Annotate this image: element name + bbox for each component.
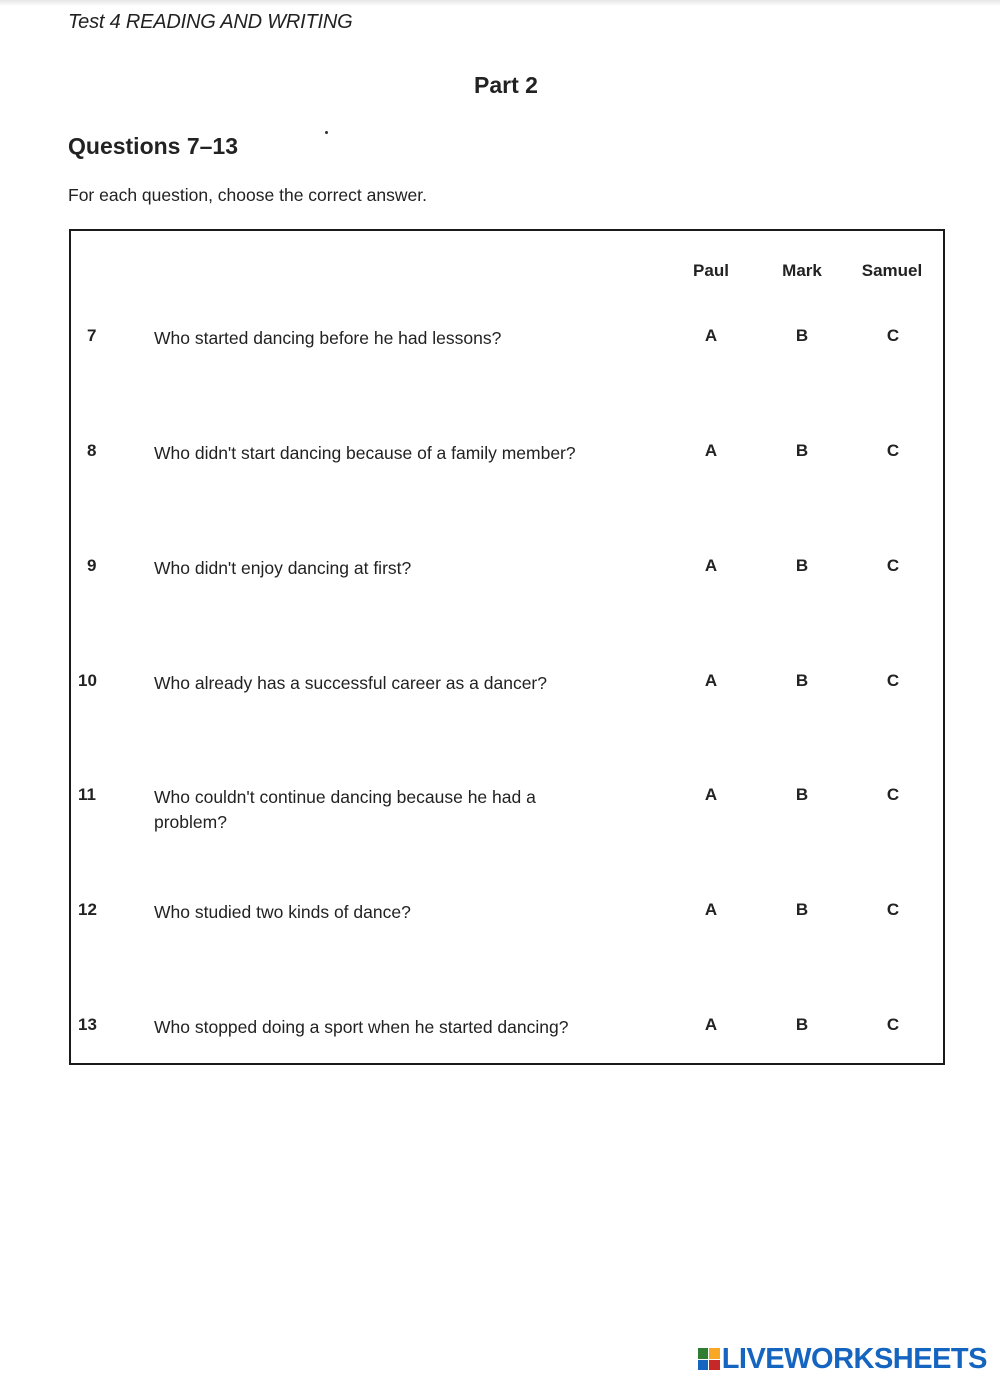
option-c[interactable]: C bbox=[886, 326, 900, 345]
question-text: Who couldn't continue dancing because he had a problem? bbox=[154, 787, 536, 832]
question-text: Who stopped doing a sport when he started dancing? bbox=[154, 1017, 569, 1037]
column-header-samuel: Samuel bbox=[861, 261, 923, 280]
liveworksheets-logo-icon bbox=[698, 1348, 720, 1370]
question-number: 7 bbox=[87, 326, 97, 345]
option-a[interactable]: A bbox=[704, 671, 718, 690]
questions-table bbox=[69, 229, 945, 1065]
option-a[interactable]: A bbox=[704, 1015, 718, 1034]
question-number: 9 bbox=[87, 556, 97, 575]
option-c[interactable]: C bbox=[886, 441, 900, 460]
question-text: Who didn't start dancing because of a family member? bbox=[154, 443, 576, 463]
option-c[interactable]: C bbox=[886, 1015, 900, 1034]
instruction-text: For each question, choose the correct answer. bbox=[68, 185, 427, 205]
option-c[interactable]: C bbox=[886, 900, 900, 919]
option-b[interactable]: B bbox=[795, 441, 809, 460]
option-a[interactable]: A bbox=[704, 900, 718, 919]
part-title: Part 2 bbox=[474, 72, 538, 98]
option-c[interactable]: C bbox=[886, 671, 900, 690]
option-b[interactable]: B bbox=[795, 785, 809, 804]
option-c[interactable]: C bbox=[886, 556, 900, 575]
option-c[interactable]: C bbox=[886, 785, 900, 804]
option-b[interactable]: B bbox=[795, 326, 809, 345]
question-number: 12 bbox=[78, 900, 97, 919]
question-text: Who studied two kinds of dance? bbox=[154, 902, 411, 922]
question-number: 8 bbox=[87, 441, 97, 460]
question-text: Who didn't enjoy dancing at first? bbox=[154, 558, 412, 578]
question-number: 10 bbox=[78, 671, 97, 690]
column-header-mark: Mark bbox=[782, 261, 822, 280]
column-header-paul: Paul bbox=[693, 261, 729, 280]
top-shadow bbox=[0, 0, 1000, 6]
option-a[interactable]: A bbox=[704, 441, 718, 460]
scan-speck bbox=[325, 131, 328, 134]
question-number: 13 bbox=[78, 1015, 97, 1034]
option-b[interactable]: B bbox=[795, 1015, 809, 1034]
option-b[interactable]: B bbox=[795, 671, 809, 690]
option-b[interactable]: B bbox=[795, 900, 809, 919]
option-a[interactable]: A bbox=[704, 326, 718, 345]
question-text: Who already has a successful career as a dancer? bbox=[154, 673, 547, 693]
option-b[interactable]: B bbox=[795, 556, 809, 575]
question-text: Who started dancing before he had lessons? bbox=[154, 328, 502, 348]
test-header: Test 4 READING AND WRITING bbox=[68, 11, 353, 33]
watermark-text: LIVEWORKSHEETS bbox=[721, 1342, 987, 1375]
question-number: 11 bbox=[78, 785, 96, 804]
questions-title: Questions 7–13 bbox=[68, 133, 239, 159]
option-a[interactable]: A bbox=[704, 556, 718, 575]
option-a[interactable]: A bbox=[704, 785, 718, 804]
liveworksheets-watermark bbox=[698, 1344, 987, 1374]
